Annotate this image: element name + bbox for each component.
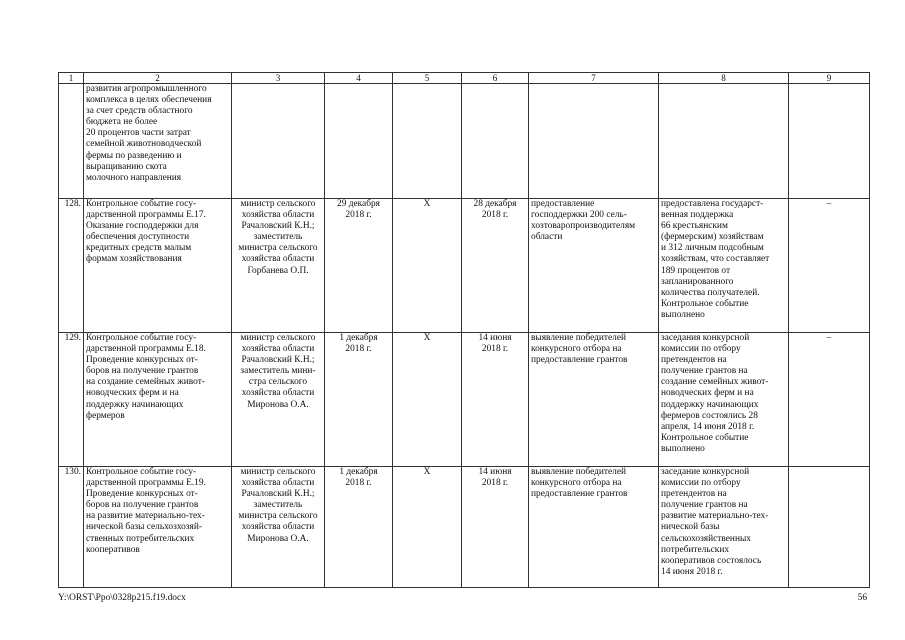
column-number: 5 bbox=[393, 73, 462, 84]
plan-date-cell: 1 декабря 2018 г. bbox=[325, 467, 393, 588]
column-number: 1 bbox=[59, 73, 84, 84]
column-number-row bbox=[59, 73, 870, 84]
fact-date-cell: 14 июня 2018 г. bbox=[462, 467, 529, 588]
result-cell: выявление победителей конкурсного отбора на предоставление грантов bbox=[529, 333, 659, 467]
info-cell: заседание конкурсной комиссии по отбору претендентов на получение грантов на развитие материально-тех- нической базы сельскохозяйственных потребительских кооперативов состоялось 14 июня 2018 г. bbox=[659, 467, 789, 588]
responsible-cell: министр сельского хозяйства области Рачаловский К.Н.; заместитель министра сельского хозяйства области Миронова О.А. bbox=[232, 467, 325, 588]
table-row bbox=[59, 467, 870, 588]
table-row bbox=[59, 199, 870, 333]
page-number: 56 bbox=[857, 593, 867, 603]
result-cell: выявление победителей конкурсного отбора на предоставление грантов bbox=[529, 467, 659, 588]
row-number: 129. bbox=[59, 333, 84, 467]
result-cell bbox=[529, 84, 659, 199]
column-number: 4 bbox=[325, 73, 393, 84]
fact-date-cell: 28 декабря 2018 г. bbox=[462, 199, 529, 333]
column-9-cell bbox=[789, 467, 870, 588]
fact-date-cell: 14 июня 2018 г. bbox=[462, 333, 529, 467]
row-number: 130. bbox=[59, 467, 84, 588]
column-number: 9 bbox=[789, 73, 870, 84]
info-cell: заседания конкурсной комиссии по отбору претендентов на получение грантов на создание семейных живот- новодческих ферм и на поддержку начинающих фермеров состоялись 28 апреля, 14 июня 2018 г. Контрольное событие выполнено bbox=[659, 333, 789, 467]
event-cell: Контрольное событие госу- дарственной программы Е.18. Проведение конкурсных от- боров на получение грантов на создание семейных живот- новодческих ферм и на поддержку начинающих фермеров bbox=[84, 333, 232, 467]
report-table bbox=[58, 72, 870, 588]
plan-date-cell bbox=[325, 84, 393, 199]
responsible-cell: министр сельского хозяйства области Рачаловский К.Н.; заместитель министра сельского хозяйства области Горбанева О.П. bbox=[232, 199, 325, 333]
column-number: 8 bbox=[659, 73, 789, 84]
column-number: 3 bbox=[232, 73, 325, 84]
column-9-cell: – bbox=[789, 333, 870, 467]
column-5-cell: Х bbox=[393, 199, 462, 333]
column-9-cell bbox=[789, 84, 870, 199]
column-5-cell: Х bbox=[393, 467, 462, 588]
info-cell bbox=[659, 84, 789, 199]
column-5-cell bbox=[393, 84, 462, 199]
table-row bbox=[59, 84, 870, 199]
row-number: 128. bbox=[59, 199, 84, 333]
file-path-footer: Y:\ORST\Ppo\0328p215.f19.docx bbox=[58, 593, 186, 603]
info-cell: предоставлена государст- венная поддержка 66 крестьянским (фермерским) хозяйствам и 312 личным подсобным хозяйствам, что составляет 189 процентов от запланированного количества получателей. Контрольное событие выполнено bbox=[659, 199, 789, 333]
column-number: 6 bbox=[462, 73, 529, 84]
table-row bbox=[59, 333, 870, 467]
column-9-cell: – bbox=[789, 199, 870, 333]
fact-date-cell bbox=[462, 84, 529, 199]
event-cell: Контрольное событие госу- дарственной программы Е.19. Проведение конкурсных от- боров на получение грантов на развитие материально-тех- нической базы сельхозхозяй- ственных потребительских кооперативов bbox=[84, 467, 232, 588]
event-cell: развития агропромышленного комплекса в целях обеспечения за счет средств областного бюджета не более 20 процентов части затрат семейной животноводческой фермы по разведению и выращиванию скота молочного направления bbox=[84, 84, 232, 199]
responsible-cell bbox=[232, 84, 325, 199]
responsible-cell: министр сельского хозяйства области Рачаловский К.Н.; заместитель мини- стра сельского хозяйства области Миронова О.А. bbox=[232, 333, 325, 467]
row-number bbox=[59, 84, 84, 199]
result-cell: предоставление господдержки 200 сель- хозтоваропроизводителям области bbox=[529, 199, 659, 333]
event-cell: Контрольное событие госу- дарственной программы Е.17. Оказание господдержки для обеспечения доступности кредитных средств малым формам хозяйствования bbox=[84, 199, 232, 333]
plan-date-cell: 1 декабря 2018 г. bbox=[325, 333, 393, 467]
column-number: 2 bbox=[84, 73, 232, 84]
column-5-cell: Х bbox=[393, 333, 462, 467]
column-number: 7 bbox=[529, 73, 659, 84]
plan-date-cell: 29 декабря 2018 г. bbox=[325, 199, 393, 333]
